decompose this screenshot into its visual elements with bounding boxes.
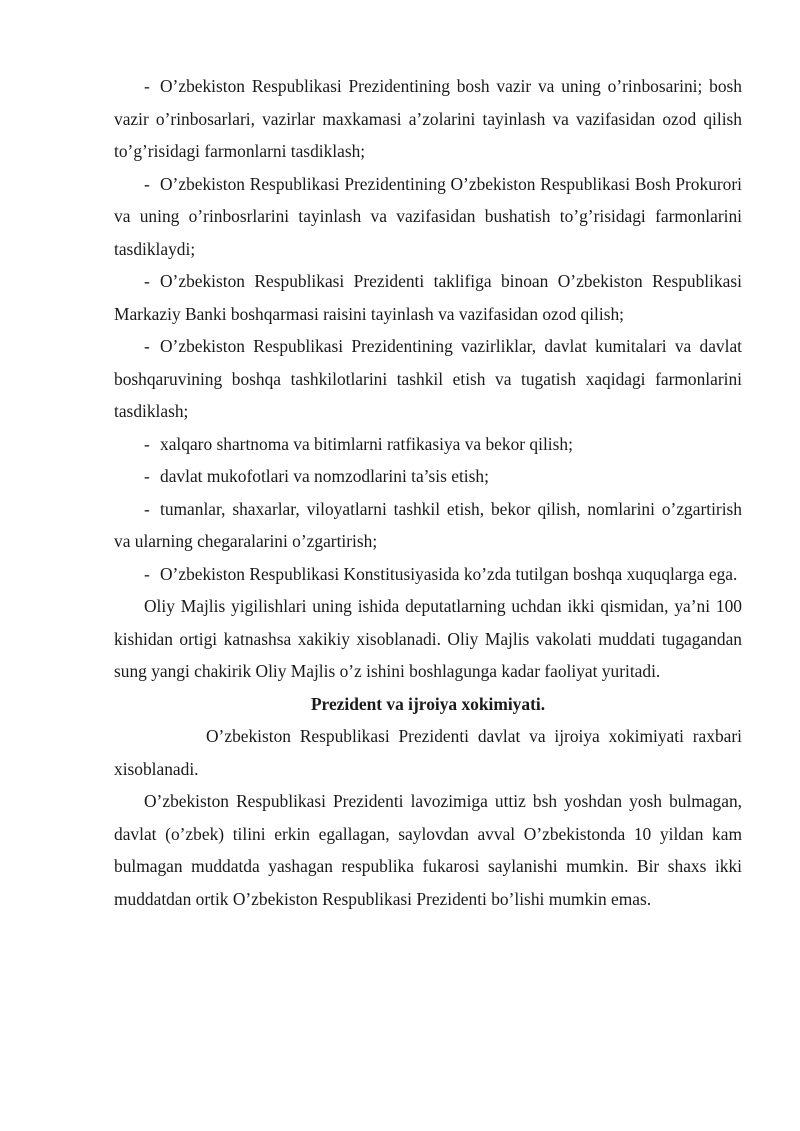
list-item: - O’zbekiston Respublikasi Konstitusiyasida ko’zda tutilgan boshqa xuquqlarga ega. <box>114 558 742 591</box>
list-item: - xalqaro shartnoma va bitimlarni ratfikasiya va bekor qilish; <box>114 428 742 461</box>
list-item: - tumanlar, shaxarlar, viloyatlarni tashkil etish, bekor qilish, nomlarini o’zgartirish va ularning chegaralarini o’zgartirish; <box>114 493 742 558</box>
body-paragraph: O’zbekiston Respublikasi Prezidenti davlat va ijroiya xokimiyati raxbari xisoblanadi. <box>114 726 742 779</box>
body-paragraph: Oliy Majlis yigilishlari uning ishida deputatlarning uchdan ikki qismidan, ya’ni 100 kishidan ortigi katnashsa xakikiy xisoblanadi. Oliy Majlis vakolati muddati tugagandan sung yangi chakirik Oliy Majlis o’z ishini boshlagunga kadar faoliyat yuritadi. <box>114 596 742 681</box>
list-item: - O’zbekiston Respublikasi Prezidenti taklifiga binoan O’zbekiston Respublikasi Markaziy Banki boshqarmasi raisini tayinlash va vazifasidan ozod qilish; <box>114 265 742 330</box>
body-paragraph: O’zbekiston Respublikasi Prezidenti lavozimiga uttiz bsh yoshdan yosh bulmagan, davlat (o’zbek) tilini erkin egallagan, saylovdan avval O’zbekistonda 10 yildan kam bulmagan muddatda yashagan respublika fukarosi saylanishi mumkin. Bir shaxs ikki muddatdan ortik O’zbekiston Respublikasi Prezidenti bo’lishi mumkin emas. <box>114 791 742 909</box>
list-item: - O’zbekiston Respublikasi Prezidentining vazirliklar, davlat kumitalari va davlat boshqaruvining boshqa tashkilotlarini tashkil etish va tugatish xaqidagi farmonlarini tasdiklash; <box>114 330 742 428</box>
list-item: - davlat mukofotlari va nomzodlarini ta’sis etish; <box>114 460 742 493</box>
list-item: - O’zbekiston Respublikasi Prezidentining O’zbekiston Respublikasi Bosh Prokurori va uning o’rinbosrlarini tayinlash va vazifasidan bushatish to’g’risidagi farmonlarini tasdiklaydi; <box>114 168 742 266</box>
document-page <box>114 70 742 915</box>
section-heading: Prezident va ijroiya xokimiyati. <box>310 693 546 714</box>
list-item: - O’zbekiston Respublikasi Prezidentining bosh vazir va uning o’rinbosarini; bosh vazir o’rinbosarlari, vazirlar maxkamasi a’zolarini tayinlash va vazifasidan ozod qilish to’g’risidagi farmonlarni tasdiklash; <box>114 70 742 168</box>
